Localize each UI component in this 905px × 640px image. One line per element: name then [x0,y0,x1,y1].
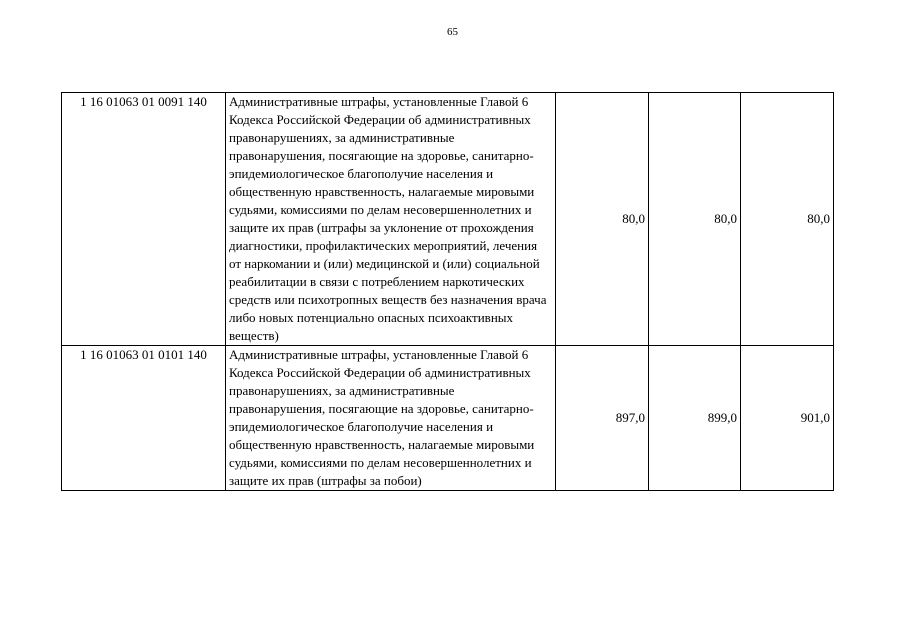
fine-description: Административные штрафы, установленные Главой 6 Кодекса Российской Федерации об административных правонарушениях, за административные правонарушения, посягающие на здоровье, санитарно-эпидемиологическое благополучие населения и общественную нравственность, налагаемые мировыми судьями, комиссиями по делам несовершеннолетних и защите их прав (штрафы за уклонение от прохождения диагностики, профилактических мероприятий, лечения от наркомании и (или) медицинской и (или) социальной реабилитации в связи с потреблением наркотических средств или психотропных веществ без назначения врача либо новых потенциально опасных психоактивных веществ) [226,93,556,346]
budget-code: 1 16 01063 01 0091 140 [62,93,226,346]
amount-year-3: 901,0 [741,346,834,491]
table-row [62,346,834,491]
amount-year-1: 897,0 [556,346,649,491]
table-row [62,93,834,346]
amount-year-3: 80,0 [741,93,834,346]
amount-year-2: 899,0 [649,346,741,491]
budget-table [61,92,834,491]
fine-description: Административные штрафы, установленные Главой 6 Кодекса Российской Федерации об административных правонарушениях, за административные правонарушения, посягающие на здоровье, санитарно-эпидемиологическое благополучие населения и общественную нравственность, налагаемые мировыми судьями, комиссиями по делам несовершеннолетних и защите их прав (штрафы за побои) [226,346,556,491]
budget-code: 1 16 01063 01 0101 140 [62,346,226,491]
amount-year-1: 80,0 [556,93,649,346]
page-number: 65 [447,26,458,38]
amount-year-2: 80,0 [649,93,741,346]
